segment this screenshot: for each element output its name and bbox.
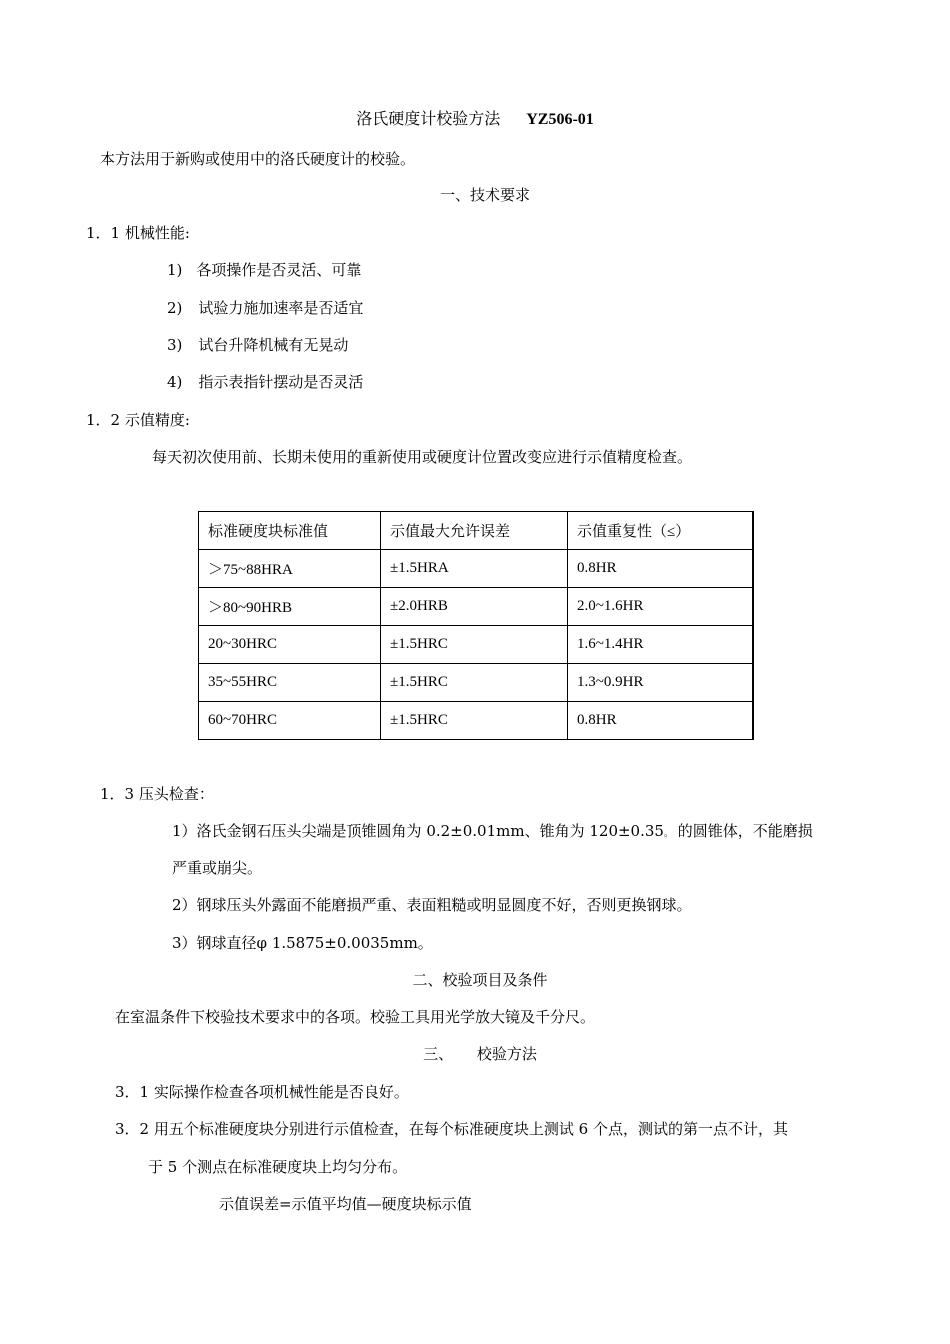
table-cell: 60~70HRC [199,702,381,740]
page-title [0,106,950,129]
doc-code: YZ506-01 [526,111,594,128]
indenter-paragraph-1: 1）洛氏金钢石压头尖端是顶锥圆角为 0.2±0.01mm、锥角为 120±0.35。 的圆锥体，不能磨损 [172,822,813,840]
intro-text: 本方法用于新购或使用中的洛氏硬度计的校验。 [100,150,416,168]
table-row [199,588,754,626]
table-cell: ±2.0HRB [381,588,568,626]
subsection-1-2: 1．2 示值精度: [86,411,190,429]
table-header-cell: 标准硬度块标准值 [199,512,381,550]
subsection-3-2: 3．2 用五个标准硬度块分别进行示值检查，在每个标准硬度块上测试 6 个点，测试的第一点不计，其 [115,1120,788,1138]
precision-table [198,511,754,740]
list-item: 3) 试台升降机械有无晃动 [167,336,349,354]
table-cell: 0.8HR [568,702,754,740]
table-cell: 0.8HR [568,550,754,588]
subsection-3-2-cont: 于 5 个测点在标准硬度块上均匀分布。 [148,1158,408,1176]
table-cell: 1.6~1.4HR [568,626,754,664]
section3-heading: 三、 校验方法 [423,1045,537,1063]
table-cell: ±1.5HRA [381,550,568,588]
section2-text: 在室温条件下校验技术要求中的各项。校验工具用光学放大镜及千分尺。 [115,1008,596,1026]
subsection-1-3: 1．3 压头检查： [100,785,214,803]
list-item: 1) 各项操作是否灵活、可靠 [167,261,362,279]
table-row [199,550,754,588]
table-cell: 1.3~0.9HR [568,664,754,702]
indenter-paragraph-1-cont: 严重或崩尖。 [172,859,263,877]
table-cell: ±1.5HRC [381,702,568,740]
table-cell: 2.0~1.6HR [568,588,754,626]
subsection-3-1: 3．1 实际操作检查各项机械性能是否良好。 [115,1083,409,1101]
table-row [199,626,754,664]
error-formula: 示值误差=示值平均值—硬度块标示值 [219,1195,472,1213]
table-cell: ±1.5HRC [381,664,568,702]
table-header-cell: 示值重复性（≤） [568,512,754,550]
indenter-paragraph-2: 2）钢球压头外露面不能磨损严重、表面粗糙或明显圆度不好，否则更换钢球。 [172,896,692,914]
table-header-row [199,512,754,550]
section2-heading: 二、校验项目及条件 [412,971,548,989]
section1-heading: 一、技术要求 [439,186,530,204]
table-cell: ＞80~90HRB [199,588,381,626]
title-text: 洛氏硬度计校验方法 [356,109,501,128]
table-row [199,664,754,702]
table-header-cell: 示值最大允许误差 [381,512,568,550]
precision-text: 每天初次使用前、长期未使用的重新使用或硬度计位置改变应进行示值精度检查。 [152,448,693,466]
table-row [199,702,754,740]
table-cell: 35~55HRC [199,664,381,702]
list-item: 4) 指示表指针摆动是否灵活 [167,373,364,391]
table-cell: ＞75~88HRA [199,550,381,588]
list-item: 2) 试验力施加速率是否适宜 [167,299,364,317]
table-cell: ±1.5HRC [381,626,568,664]
table-cell: 20~30HRC [199,626,381,664]
indenter-paragraph-3: 3）钢球直径φ 1.5875±0.0035mm。 [172,934,433,952]
subsection-1-1: 1．1 机械性能: [86,224,190,242]
